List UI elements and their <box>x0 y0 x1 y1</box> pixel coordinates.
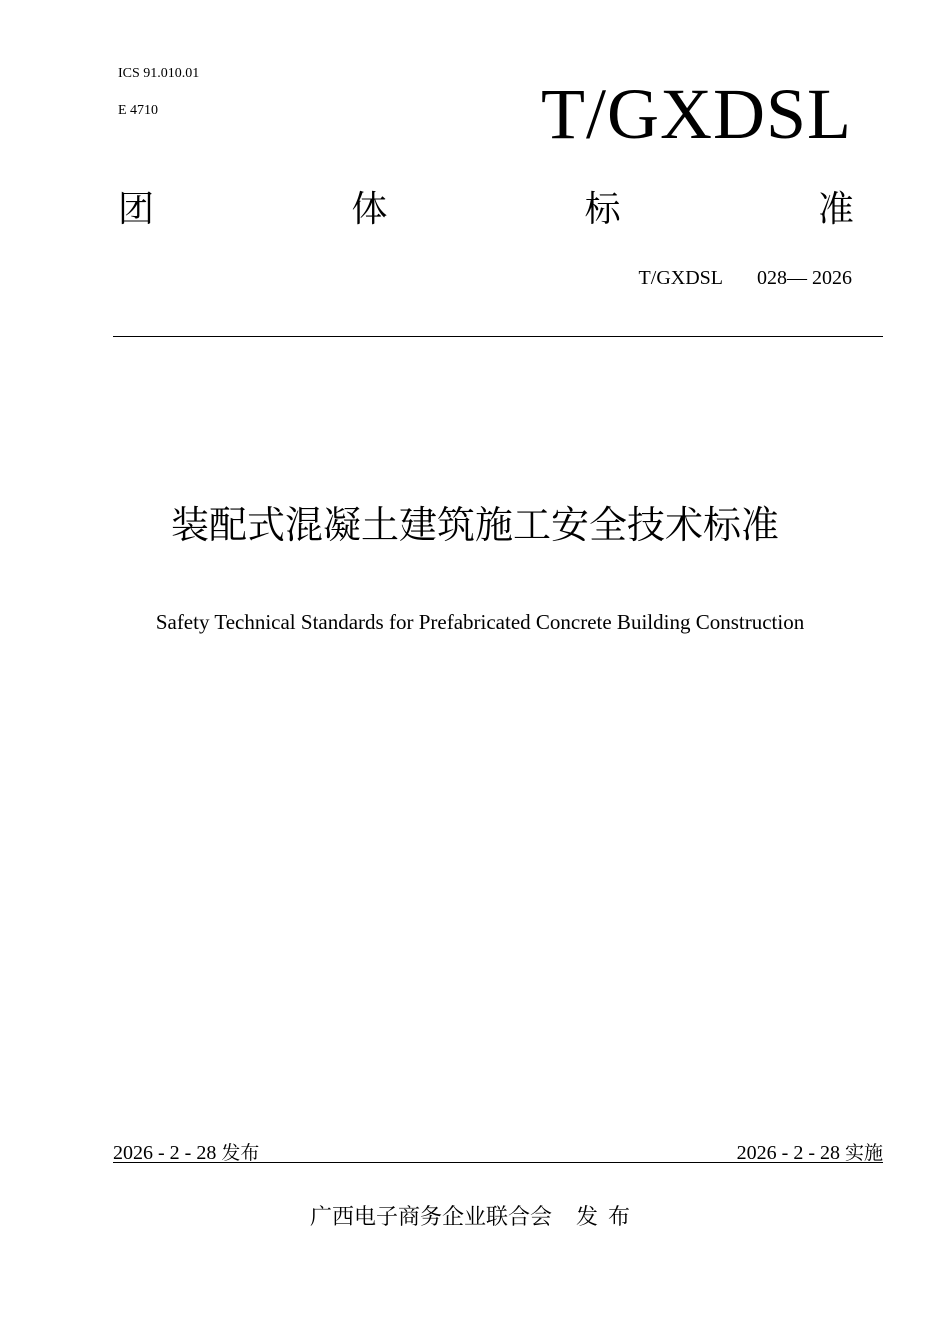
footer-divider <box>113 1162 883 1163</box>
publish-date-value: 2026 - 2 - 28 <box>113 1142 217 1164</box>
publisher-action: 发布 <box>576 1205 641 1230</box>
document-type-char: 团 <box>118 189 155 230</box>
standard-prefix-logo: T/GXDSL <box>541 74 852 154</box>
document-type-char: 体 <box>351 189 388 230</box>
standard-number-value: 028— 2026 <box>757 267 852 289</box>
document-type-char: 准 <box>817 189 854 230</box>
document-type-char: 标 <box>584 189 621 230</box>
implement-date-label: 实施 <box>844 1142 883 1164</box>
publisher <box>0 1200 950 1231</box>
title-chinese: 装配式混凝土建筑施工安全技术标准 <box>170 503 779 547</box>
header-divider <box>113 336 883 337</box>
standard-number-prefix: T/GXDSL <box>638 267 723 289</box>
document-type-heading <box>118 189 854 230</box>
title-english: Safety Technical Standards for Prefabricated Concrete Building Construction <box>155 610 805 634</box>
implement-date <box>737 1138 883 1165</box>
implement-date-value: 2026 - 2 - 28 <box>736 1142 840 1164</box>
publisher-name: 广西电子商务企业联合会 <box>309 1205 552 1230</box>
publish-date <box>113 1138 259 1165</box>
ics-code: ICS 91.010.01 <box>118 66 200 81</box>
standard-number <box>639 267 852 290</box>
publish-date-label: 发布 <box>221 1142 260 1164</box>
classification-code: E 4710 <box>118 103 159 118</box>
